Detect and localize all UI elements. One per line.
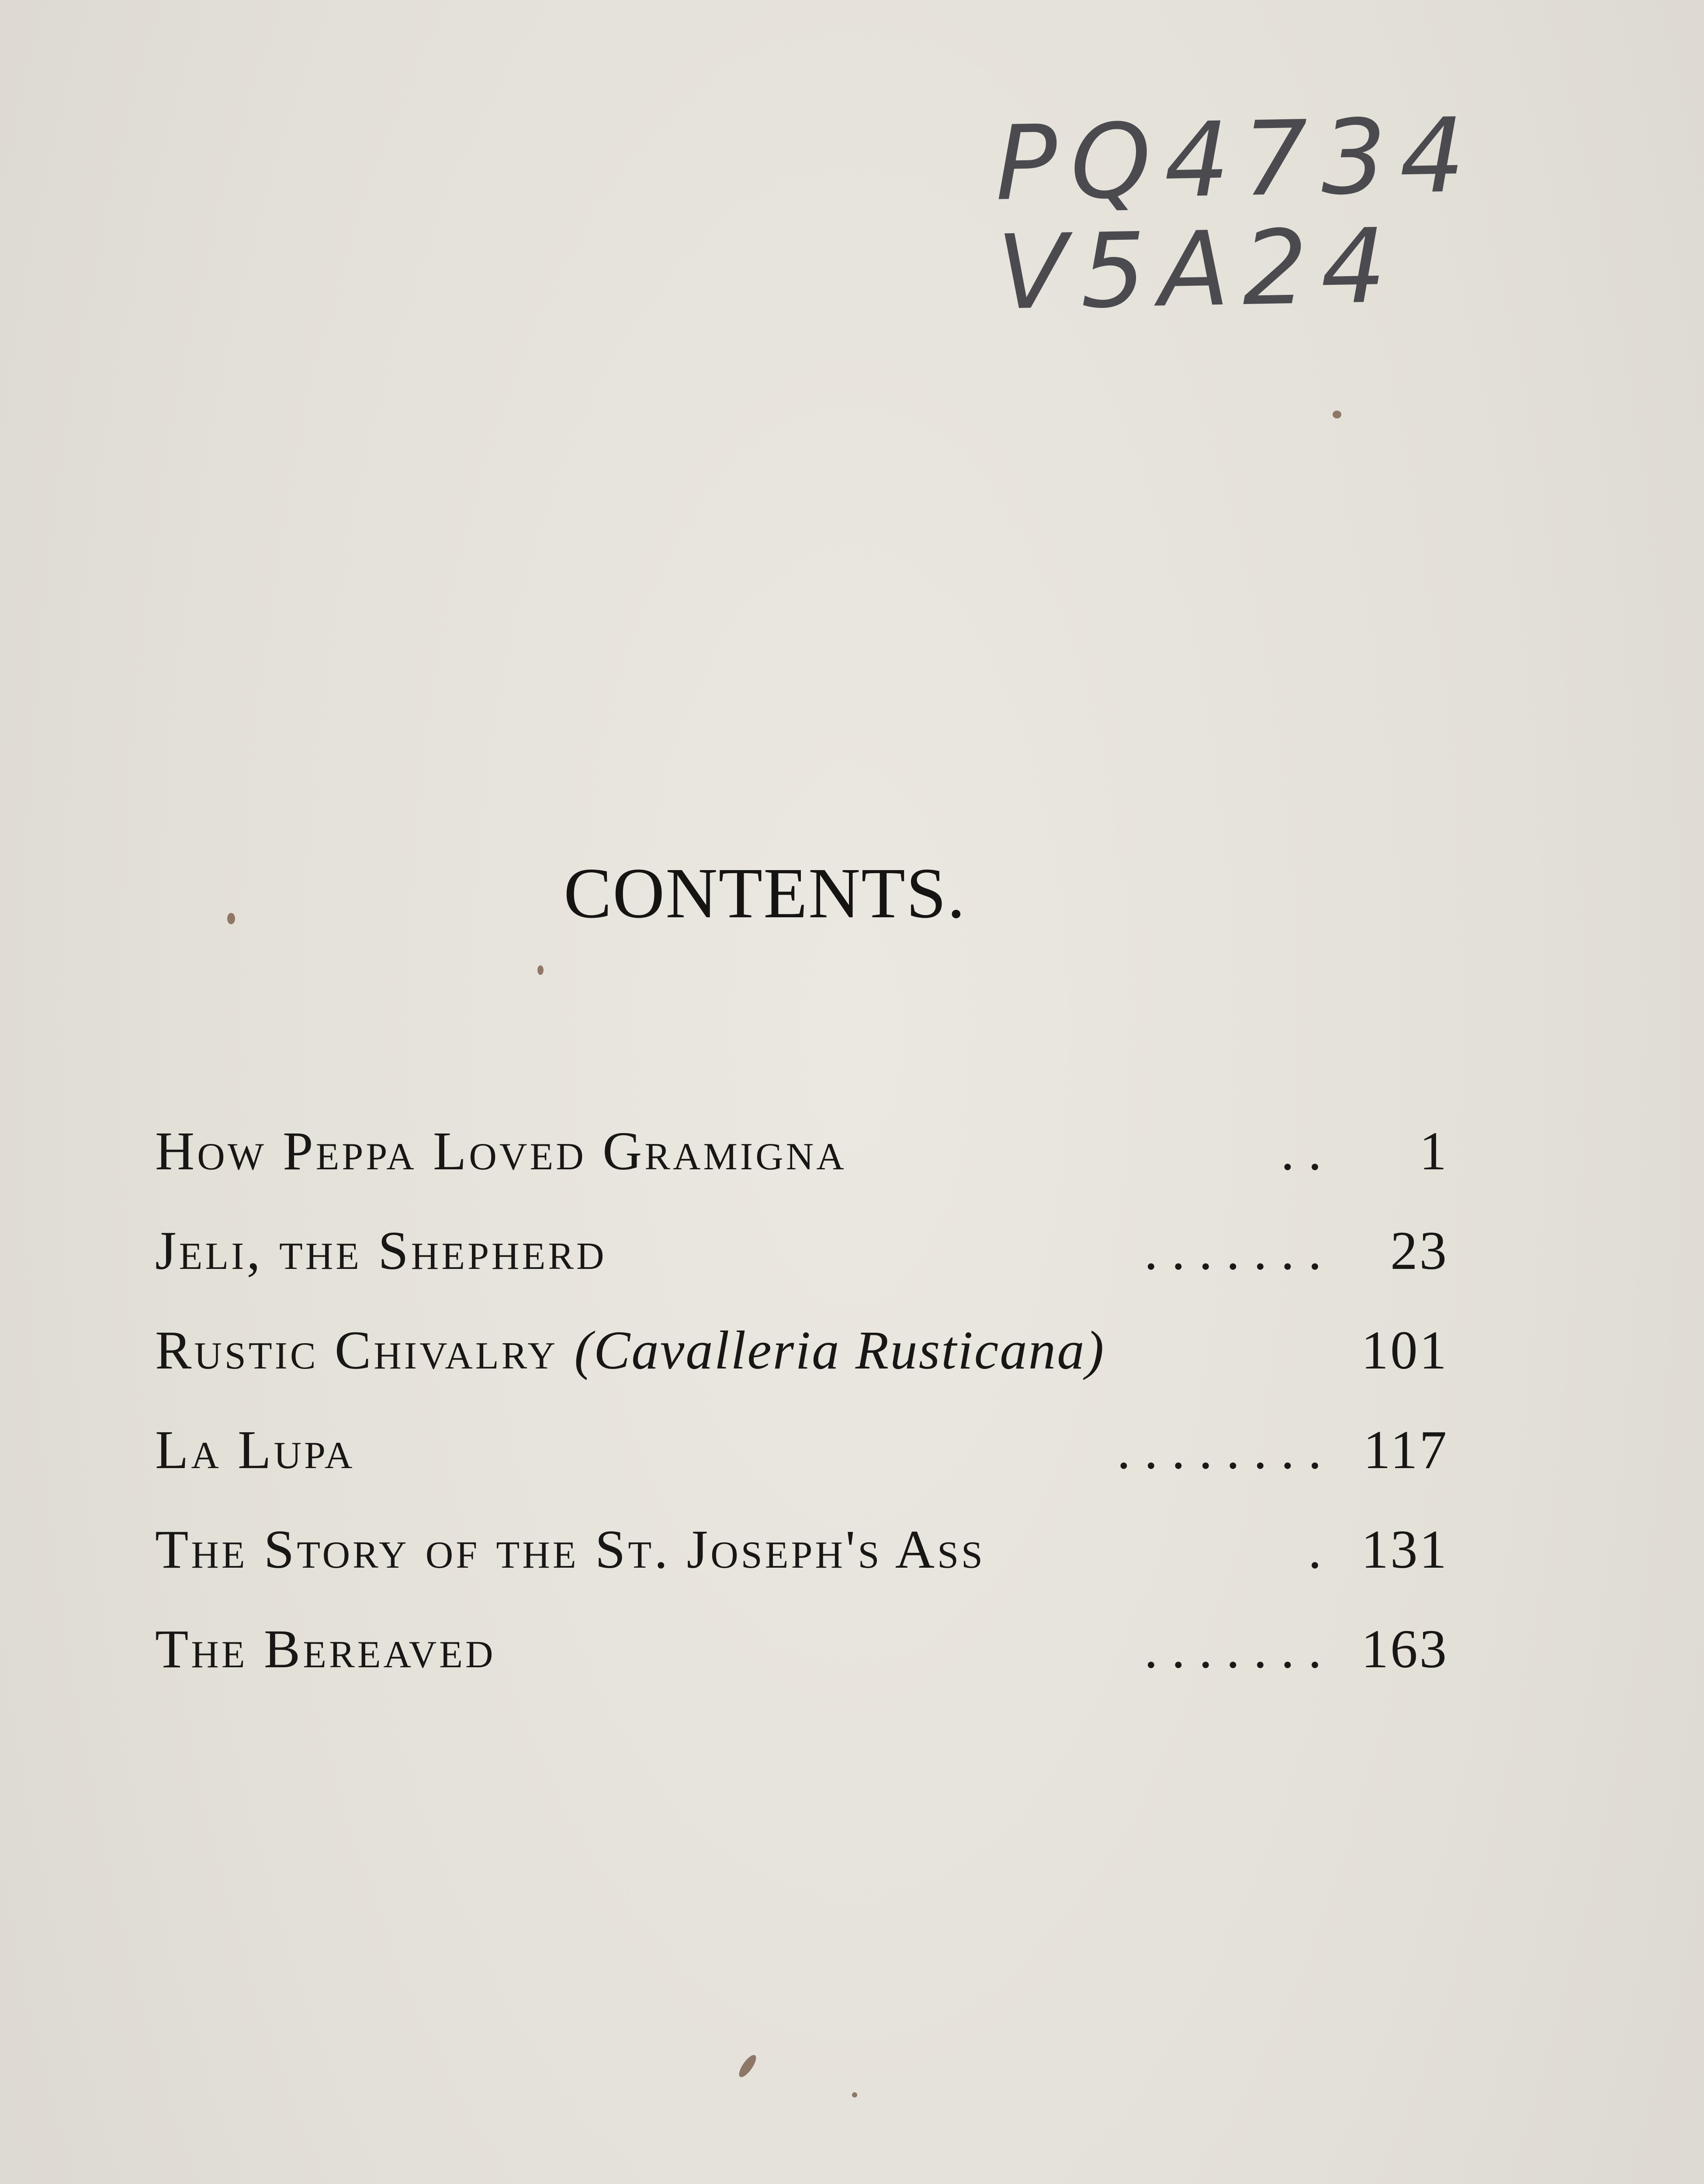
paper-speck (537, 965, 544, 975)
toc-entry-title: Jeli, the Shepherd (155, 1221, 607, 1281)
toc-entry-title: The Story of the St. Joseph's Ass (155, 1520, 985, 1580)
toc-entry-title (155, 1320, 1105, 1382)
toc-entry-page: 163 (1361, 1619, 1448, 1679)
toc-entry-title-italic: (Cavalleria Rusticana) (574, 1320, 1105, 1381)
toc-entry-title-main: Rustic Chivalry (155, 1320, 558, 1381)
paper-speck (227, 913, 235, 924)
library-call-number (994, 96, 1545, 333)
paper-speck (1333, 411, 1341, 418)
toc-entry-title: How Peppa Loved Gramigna (155, 1121, 847, 1182)
toc-entry (155, 1083, 1448, 1183)
call-number-line-2: V5A24 (996, 206, 1400, 333)
toc-entry-title: La Lupa (155, 1420, 355, 1480)
paper-speck (736, 2053, 759, 2080)
paper-speck (852, 2092, 857, 2098)
toc-entry-title: The Bereaved (155, 1619, 496, 1679)
toc-entry-page: 117 (1363, 1420, 1448, 1480)
toc-entry (155, 1183, 1448, 1282)
call-number-line-1: PQ4734 (994, 96, 1479, 224)
toc-entry-page: 1 (1419, 1121, 1448, 1182)
toc-entry-page: 23 (1390, 1221, 1448, 1281)
toc-leader-dots: . . . . . . . (1144, 1619, 1322, 1679)
toc-entry-page: 131 (1361, 1520, 1448, 1580)
toc-leader-dots: . . . . . . . . (1117, 1420, 1322, 1480)
toc-leader-dots: . . (1281, 1121, 1322, 1182)
toc-entry-page: 101 (1361, 1320, 1448, 1381)
toc-entry (155, 1282, 1448, 1382)
table-of-contents (155, 1083, 1448, 1681)
toc-entry (155, 1482, 1448, 1581)
toc-entry (155, 1581, 1448, 1681)
toc-entry (155, 1382, 1448, 1482)
contents-heading: CONTENTS. (564, 853, 966, 933)
toc-leader-dots: . (1308, 1520, 1322, 1580)
toc-leader-dots: . . . . . . . (1144, 1221, 1322, 1281)
